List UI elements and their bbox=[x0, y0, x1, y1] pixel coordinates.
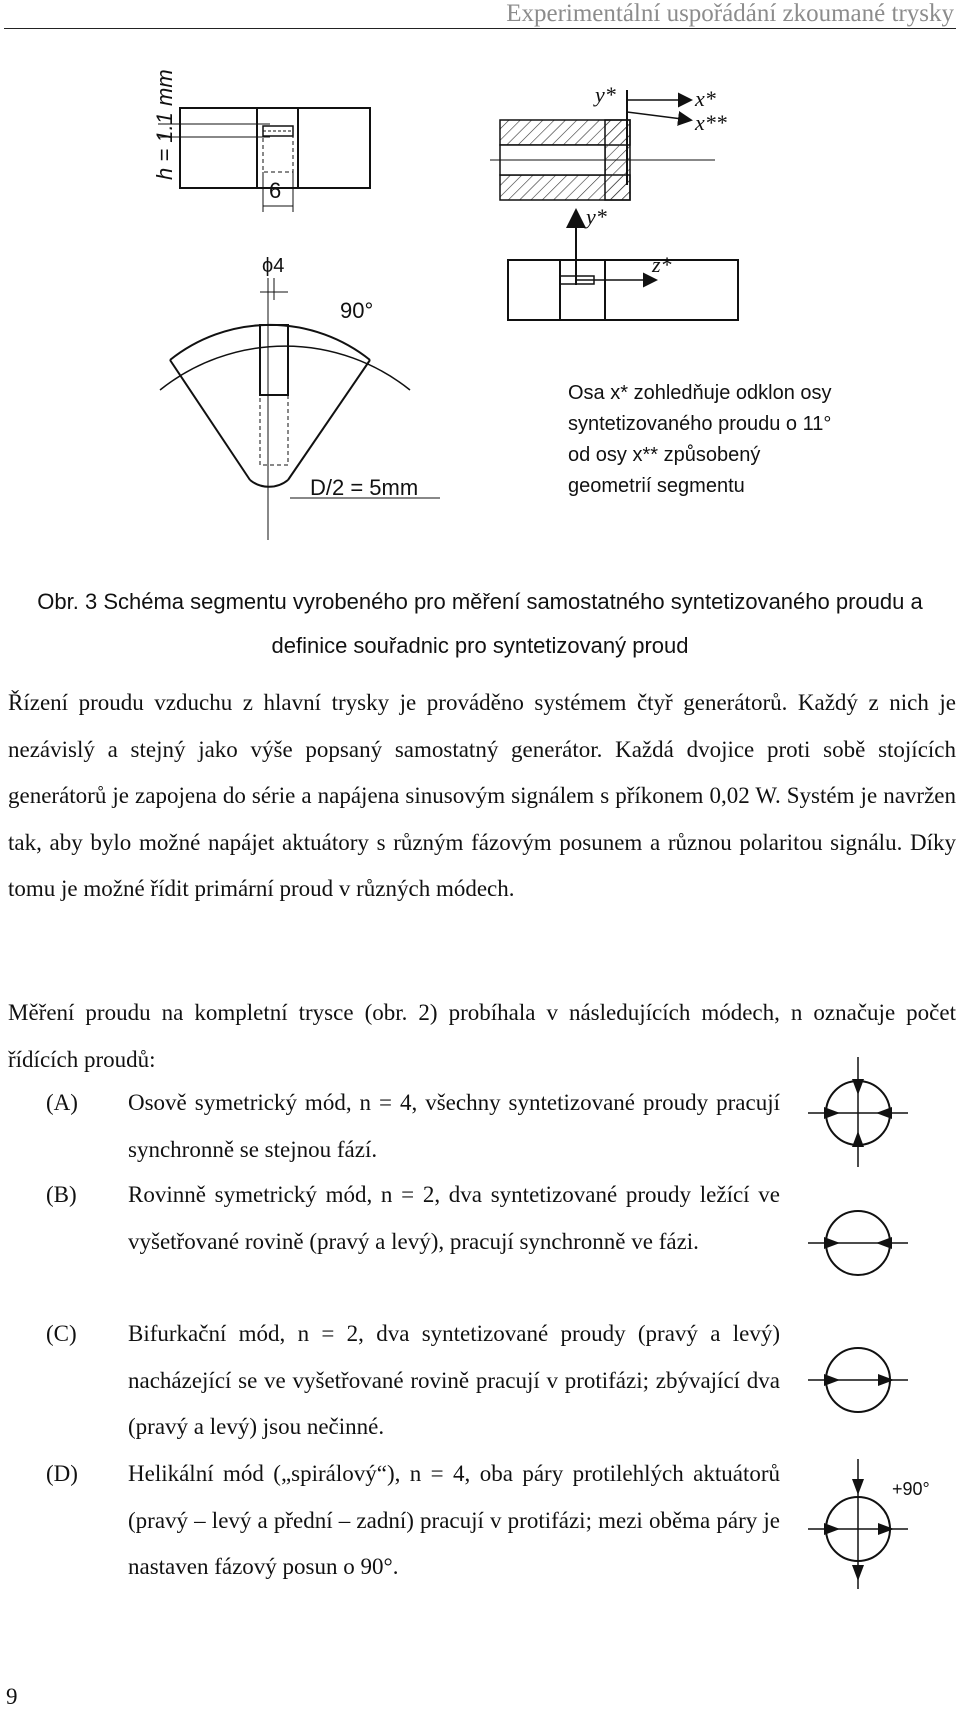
mode-label: (B) bbox=[46, 1182, 77, 1207]
mode-text: Helikální mód („spirálový“), n = 4, oba páry protilehlých aktuátorů (pravý – levý a přední – zadní) pracují v protifázi; mezi oběma páry je nastaven fázový posun o 90°. bbox=[128, 1461, 780, 1579]
axis-x-label: x* bbox=[695, 86, 716, 111]
front-view-block bbox=[508, 212, 738, 320]
mode-label: (D) bbox=[46, 1461, 78, 1486]
note-line: od osy x** způsobený bbox=[568, 444, 761, 466]
note-line: Osa x* zohledňuje odklon osy bbox=[568, 382, 832, 404]
mode-label: (A) bbox=[46, 1090, 78, 1115]
axis-z-label: z* bbox=[652, 252, 672, 277]
phase-shift-label: +90° bbox=[892, 1479, 930, 1499]
caption-line-1: Obr. 3 Schéma segmentu vyrobeného pro měření samostatného syntetizovaného proudu a bbox=[37, 589, 923, 614]
mode-text: Osově symetrický mód, n = 4, všechny syntetizované proudy pracují synchronně se stejnou fází. bbox=[128, 1090, 780, 1162]
dimension-angle-label: 90° bbox=[340, 298, 374, 323]
dimension-h-label: h = 1.1 mm bbox=[152, 69, 177, 180]
top-view-block bbox=[158, 108, 370, 212]
axis-x2-label: x** bbox=[695, 110, 727, 135]
mode-label: (C) bbox=[46, 1321, 77, 1346]
mode-text: Bifurkační mód, n = 2, dva syntetizované proudy (pravý a levý) nacházející se ve vyšetřované rovině pracují v protifázi; zbývající dva (pravý a levý) jsou nečinné. bbox=[128, 1321, 780, 1439]
caption-line-2: definice souřadnic pro syntetizovaný proud bbox=[271, 633, 689, 658]
note-line: syntetizovaného proudu o 11° bbox=[568, 413, 832, 435]
mode-a-axisymmetric-icon bbox=[808, 1057, 908, 1167]
body-paragraph-1: Řízení proudu vzduchu z hlavní trysky je prováděno systémem čtyř generátorů. Každý z nich je nezávislý a stejný jako výše popsaný samostatný generátor. Každá dvojice proti sobě stojících generátorů je zapojena do série a napájena sinusovým signálem s příkonem 0,02 W. Systém je navržen tak, aby bylo možné napájet aktuátory s různým fázovým posunem a různou polaritou signálu. Díky tomu je možné řídit primární proud v různých módech. bbox=[8, 690, 956, 901]
axis-y-label-front: y* bbox=[586, 204, 607, 229]
axis-y-label-top: y* bbox=[595, 82, 616, 107]
dimension-6-label: 6 bbox=[269, 178, 282, 203]
dimension-phi-label: ϕ4 bbox=[262, 255, 285, 277]
mode-text: Rovinně symetrický mód, n = 2, dva syntetizované proudy ležící ve vyšetřované rovině (pravý a levý), pracují synchronně ve fázi. bbox=[128, 1182, 780, 1254]
note-line: geometrií segmentu bbox=[568, 475, 745, 497]
page-number: 9 bbox=[6, 1684, 18, 1709]
dimension-d-label: D/2 = 5mm bbox=[310, 475, 419, 500]
figure-note bbox=[568, 378, 868, 502]
header-rule bbox=[4, 28, 956, 29]
body-paragraph-2: Měření proudu na kompletní trysce (obr. 2) probíhala v následujících módech, n označuje počet řídících proudů: bbox=[8, 1000, 956, 1072]
figure-caption bbox=[30, 580, 930, 668]
running-header: Experimentální uspořádání zkoumané trysky bbox=[506, 0, 954, 27]
mode-b-planar-symmetric-icon bbox=[808, 1203, 908, 1283]
mode-d-helical-icon bbox=[808, 1459, 953, 1589]
mode-c-bifurcation-icon bbox=[808, 1340, 908, 1420]
